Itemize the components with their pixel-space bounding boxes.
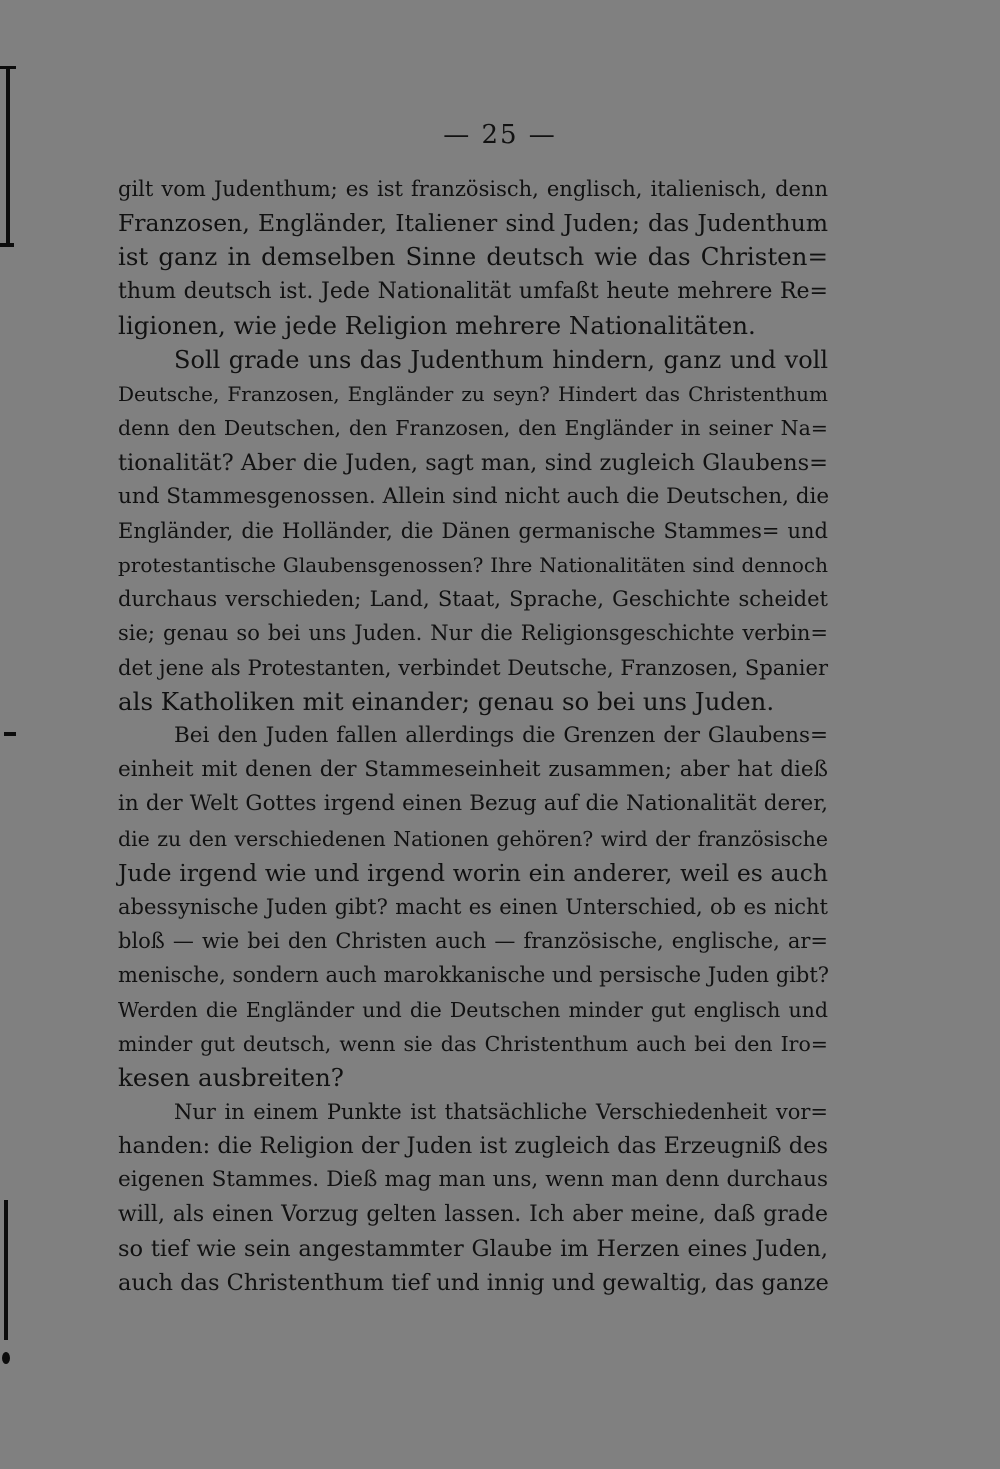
text-line: Soll grade uns das Judenthum hindern, ganz und voll [174,345,828,374]
page-number: — 25 — [443,120,557,150]
text-line: ligionen, wie jede Religion mehrere Nationalitäten. [118,310,756,340]
text-line: ist ganz in demselben Sinne deutsch wie das Christen= [118,242,828,272]
body-text [118,172,828,1300]
text-line: Bei den Juden fallen allerdings die Grenzen der Glaubens= [174,723,828,748]
text-line: Franzosen, Engländer, Italiener sind Juden; das Judenthum [118,209,828,238]
margin-bracket-top-serif [0,66,16,69]
text-line: denn den Deutschen, den Franzosen, den Engländer in seiner Na= [118,416,828,441]
text-line: minder gut deutsch, wenn sie das Christenthum auch bei den Iro= [118,1031,828,1056]
text-line: bloß — wie bei den Christen auch — französische, englische, ar= [118,929,828,954]
text-line: abessynische Juden gibt? macht es einen Unterschied, ob es nicht [118,894,828,919]
text-line: und Stammesgenossen. Allein sind nicht auch die Deutschen, die [118,483,830,509]
text-line: Engländer, die Holländer, die Dänen germanische Stammes= und [118,518,828,543]
margin-bracket-bottom [4,1200,8,1340]
text-line: will, als einen Vorzug gelten lassen. Ich aber meine, daß grade [118,1201,828,1227]
text-line: kesen ausbreiten? [118,1062,344,1092]
text-line: sie; genau so bei uns Juden. Nur die Religionsgeschichte verbin= [118,621,828,646]
margin-bracket-top-foot [0,243,14,247]
margin-bracket-top [6,66,10,246]
text-line: tionalität? Aber die Juden, sagt man, sind zugleich Glaubens= [118,449,828,476]
text-line: protestantische Glaubensgenossen? Ihre Nationalitäten sind dennoch [118,553,828,578]
text-line: menische, sondern auch marokkanische und persische Juden gibt? [118,963,830,988]
text-line: det jene als Protestanten, verbindet Deutsche, Franzosen, Spanier [118,655,828,680]
text-line: als Katholiken mit einander; genau so bei uns Juden. [118,686,775,716]
text-line: in der Welt Gottes irgend einen Bezug auf die Nationalität derer, [118,791,828,817]
text-line: durchaus verschieden; Land, Staat, Sprache, Geschichte scheidet [118,587,828,612]
margin-ink-dot [2,1352,10,1364]
text-line: die zu den verschiedenen Nationen gehören? wird der französische [118,826,828,851]
text-line: eigenen Stammes. Dieß mag man uns, wenn man denn durchaus [118,1167,828,1193]
text-line: Werden die Engländer und die Deutschen minder gut englisch und [118,997,828,1022]
text-line: handen: die Religion der Juden ist zugleich das Erzeugniß des [118,1133,828,1160]
margin-tick-1 [4,732,16,736]
text-line: einheit mit denen der Stammeseinheit zusammen; aber hat dieß [118,757,828,783]
text-line: auch das Christenthum tief und innig und gewaltig, das ganze [118,1270,829,1296]
text-line: Jude irgend wie und irgend worin ein anderer, weil es auch [118,858,828,887]
text-line: Deutsche, Franzosen, Engländer zu seyn? Hindert das Christenthum [118,382,828,407]
text-line: gilt vom Judenthum; es ist französisch, englisch, italienisch, denn [118,177,828,201]
text-line: Nur in einem Punkte ist thatsächliche Verschiedenheit vor= [174,1100,828,1125]
text-line: thum deutsch ist. Jede Nationalität umfaßt heute mehrere Re= [118,278,828,304]
text-line: so tief wie sein angestammter Glaube im Herzen eines Juden, [118,1235,828,1262]
